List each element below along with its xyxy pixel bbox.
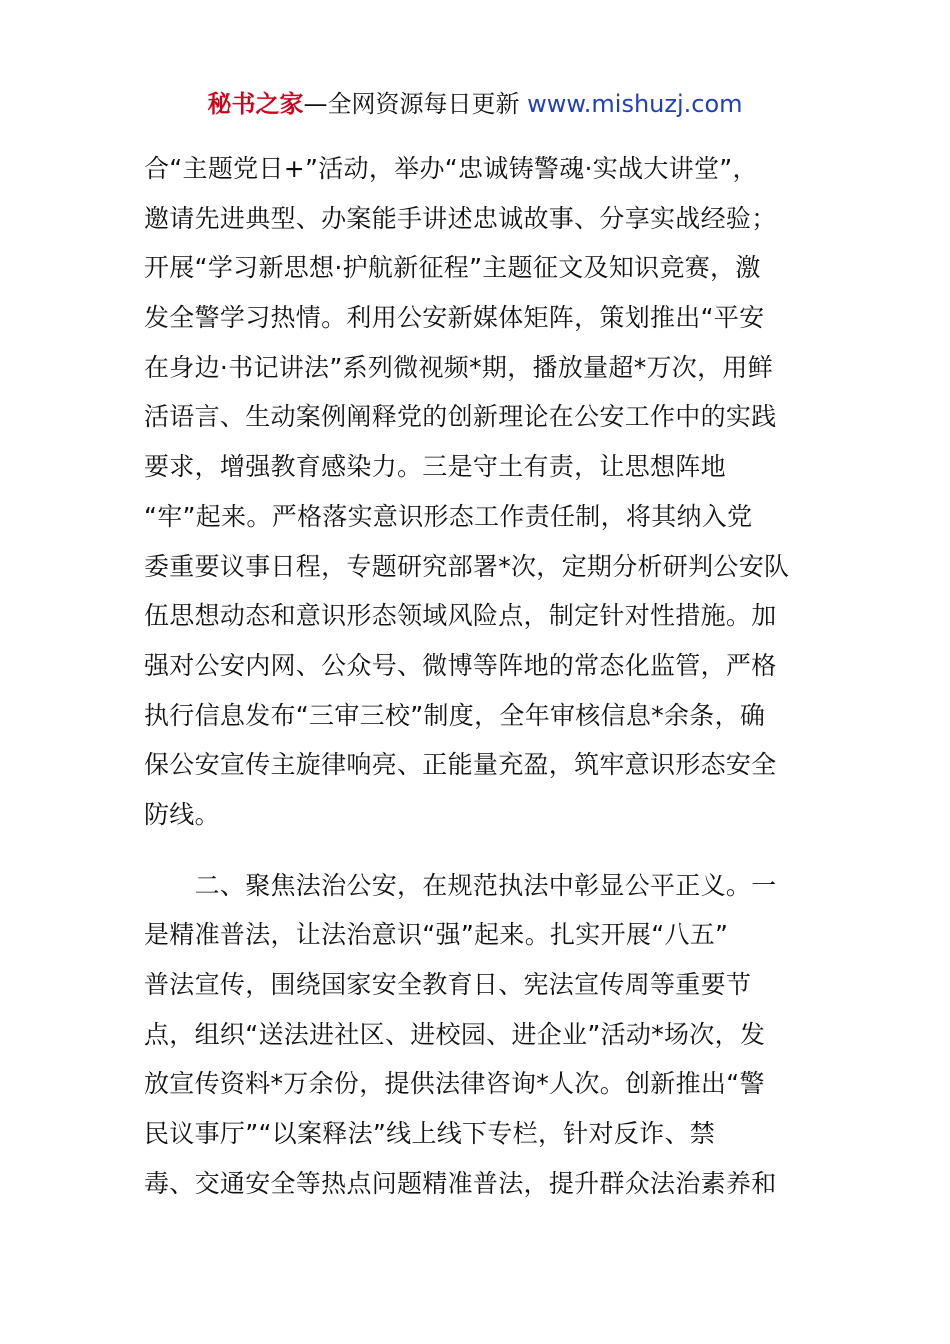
text-line: 执行信息发布“三审三校”制度，全年审核信息*余条，确	[144, 700, 766, 730]
text-line: 开展“学习新思想·护航新征程”主题征文及知识竞赛，激	[144, 253, 761, 283]
text-line: 在身边·书记讲法”系列微视频*期，播放量超*万次，用鲜	[144, 352, 774, 382]
text-line: 民议事厅”“以案释法”线上线下专栏，针对反诈、禁	[144, 1119, 716, 1149]
text-line: 发全警学习热情。利用公安新媒体矩阵，策划推出“平安	[144, 303, 765, 333]
text-line: 二、聚焦法治公安，在规范执法中彰显公平正义。一	[144, 870, 777, 900]
text-line: 放宣传资料*万余份，提供法律咨询*人次。创新推出“警	[144, 1069, 765, 1099]
text-line: 强对公安内网、公众号、微博等阵地的常态化监管，严格	[144, 650, 777, 680]
text-line: 活语言、生动案例阐释党的创新理论在公安工作中的实践	[144, 402, 777, 432]
text-line: 是精准普法，让法治意识“强”起来。扎实开展“八五”	[144, 920, 729, 950]
text-line: 合“主题党日+”活动，举办“忠诚铸警魂·实战大讲堂”，	[144, 154, 758, 183]
text-line: 防线。	[144, 799, 220, 829]
document-body	[144, 144, 809, 1208]
text-line: 点，组织“送法进社区、进校园、进企业”活动*场次，发	[144, 1019, 766, 1049]
site-tagline: —全网资源每日更新	[303, 90, 528, 118]
page-header	[0, 86, 950, 122]
text-line: 保公安宣传主旋律响亮、正能量充盈，筑牢意识形态安全	[144, 750, 777, 780]
text-line: 要求，增强教育感染力。三是守土有责，让思想阵地	[144, 452, 726, 482]
text-line: 伍思想动态和意识形态领域风险点，制定针对性措施。加	[144, 601, 777, 631]
paragraph-1	[144, 144, 809, 840]
text-line: 委重要议事日程，专题研究部署*次，定期分析研判公安队	[144, 551, 790, 581]
paragraph-2	[144, 861, 809, 1209]
text-line: 毒、交通安全等热点问题精准普法，提升群众法治素养和	[144, 1168, 777, 1198]
text-line: “牢”起来。严格落实意识形态工作责任制，将其纳入党	[144, 501, 753, 531]
site-brand: 秘书之家	[207, 90, 304, 118]
text-line: 邀请先进典型、办案能手讲述忠诚故事、分享实战经验；	[144, 203, 777, 233]
paragraph-gap	[144, 840, 809, 861]
site-url[interactable]: www.mishuzj.com	[527, 90, 743, 118]
text-line: 普法宣传，围绕国家安全教育日、宪法宣传周等重要节	[144, 970, 752, 999]
